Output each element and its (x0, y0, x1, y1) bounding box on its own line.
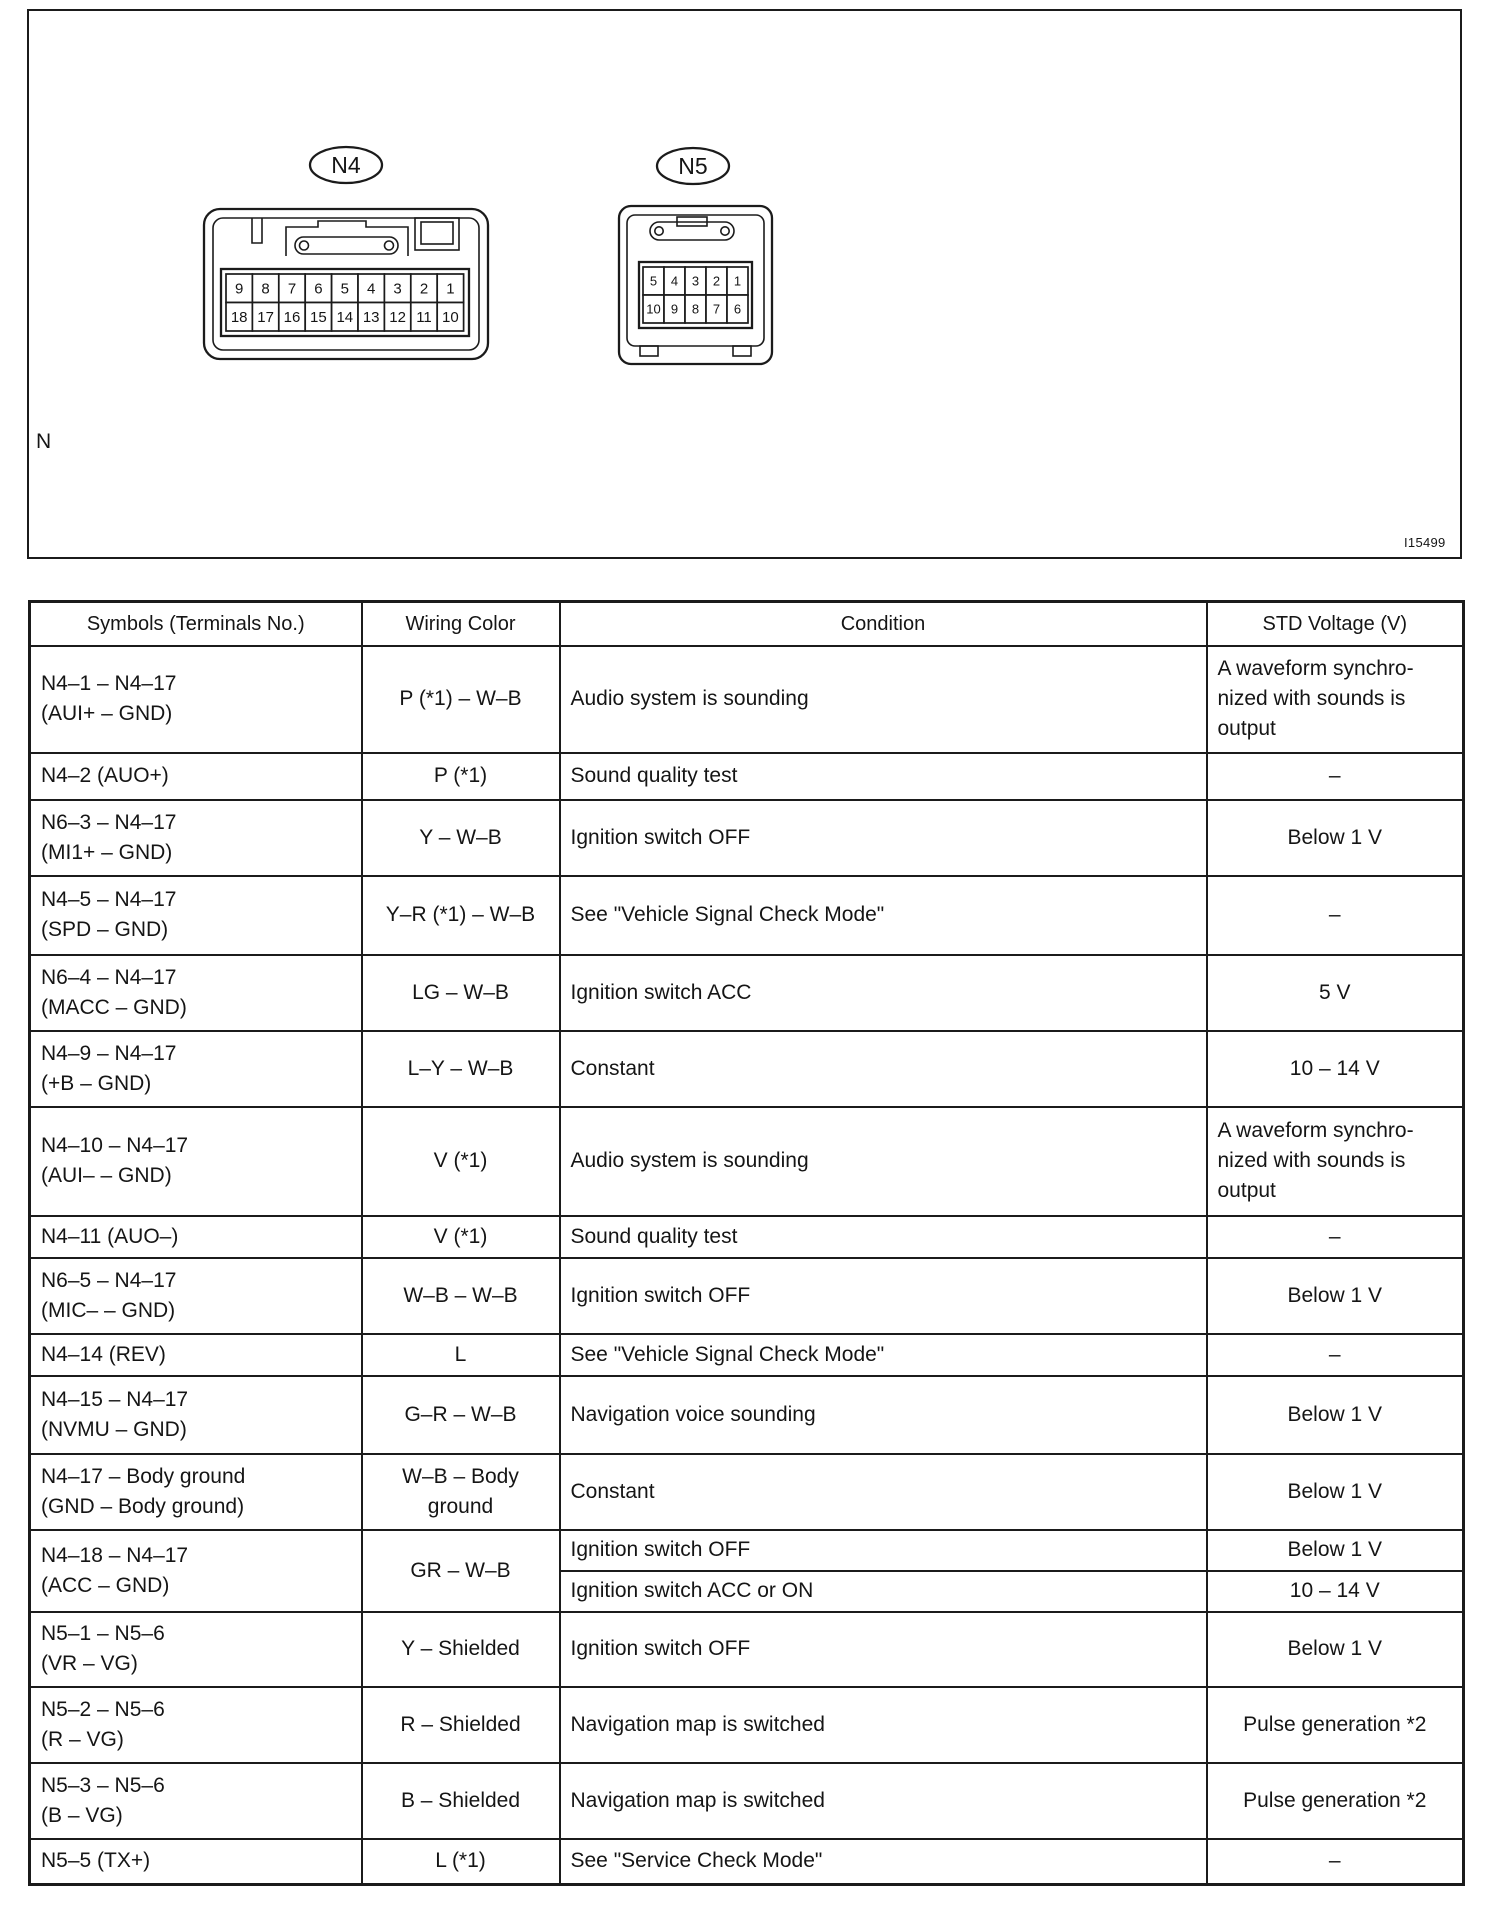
condition-cell: Ignition switch ACC (560, 955, 1207, 1031)
terminal-symbol-cell: N4–18 – N4–17 (ACC – GND) (30, 1530, 362, 1612)
condition-cell: Audio system is sounding (560, 646, 1207, 753)
wiring-color-cell: Y – W–B (362, 800, 560, 876)
table-row (30, 1376, 1464, 1454)
terminal-symbol-cell: N4–11 (AUO–) (30, 1216, 362, 1258)
pin-number: 6 (733, 301, 742, 317)
terminal-symbol-cell: N5–5 (TX+) (30, 1839, 362, 1885)
table-row (30, 1839, 1464, 1885)
terminal-symbol-cell: N5–3 – N5–6 (B – VG) (30, 1763, 362, 1839)
connector-n4-lock-window-inner (421, 222, 453, 244)
pin-number: 11 (416, 309, 432, 327)
terminal-voltage-table (28, 600, 1465, 1886)
connector-diagram (0, 0, 1504, 570)
condition-cell: Navigation voice sounding (560, 1376, 1207, 1454)
connector-n4 (204, 147, 488, 359)
std-voltage-cell: – (1207, 1216, 1464, 1258)
table-row (30, 1031, 1464, 1107)
terminal-symbol-cell: N4–17 – Body ground (GND – Body ground) (30, 1454, 362, 1530)
pin-number: 5 (340, 280, 349, 298)
table-row (30, 1612, 1464, 1687)
pin-number: 7 (287, 280, 297, 298)
connector-n4-slot (252, 218, 262, 243)
terminal-symbol-cell: N5–2 – N5–6 (R – VG) (30, 1687, 362, 1763)
connector-n5 (619, 148, 772, 364)
wiring-color-cell: W–B – Body ground (362, 1454, 560, 1530)
pin-number: 10 (442, 309, 459, 327)
pin-number: 8 (261, 280, 270, 298)
condition-cell: See "Service Check Mode" (560, 1839, 1207, 1885)
std-voltage-cell: Pulse generation *2 (1207, 1763, 1464, 1839)
pin-number: 1 (446, 280, 455, 298)
std-voltage-cell: A waveform synchro- nized with sounds is output (1207, 1107, 1464, 1216)
connector-n5-foot (733, 346, 751, 356)
std-voltage-cell: Below 1 V (1207, 1454, 1464, 1530)
pin-number: 9 (670, 301, 679, 317)
terminal-symbol-cell: N4–5 – N4–17 (SPD – GND) (30, 876, 362, 955)
condition-cell: Constant (560, 1454, 1207, 1530)
connector-n4-latch-hole (385, 241, 394, 250)
pin-number: 6 (314, 280, 323, 298)
wiring-color-cell: L–Y – W–B (362, 1031, 560, 1107)
terminal-symbol-cell: N4–9 – N4–17 (+B – GND) (30, 1031, 362, 1107)
pin-number: 9 (235, 280, 244, 298)
wiring-color-cell: W–B – W–B (362, 1258, 560, 1334)
condition-cell: Constant (560, 1031, 1207, 1107)
terminal-symbol-cell: N6–5 – N4–17 (MIC– – GND) (30, 1258, 362, 1334)
pin-number: 2 (419, 280, 429, 298)
wiring-color-cell: P (*1) (362, 753, 560, 800)
pin-number: 13 (362, 309, 380, 327)
std-voltage-cell: Below 1 V (1207, 1258, 1464, 1334)
std-voltage-cell: Below 1 V (1207, 1530, 1464, 1571)
connector-n4-latch-hole (300, 241, 309, 250)
wiring-color-cell: V (*1) (362, 1216, 560, 1258)
condition-cell: Ignition switch OFF (560, 1258, 1207, 1334)
wiring-color-cell: R – Shielded (362, 1687, 560, 1763)
header-std-voltage: STD Voltage (V) (1207, 602, 1464, 646)
std-voltage-cell: Pulse generation *2 (1207, 1687, 1464, 1763)
connector-n4-latch (295, 237, 398, 254)
table-row (30, 1334, 1464, 1376)
std-voltage-cell: Below 1 V (1207, 800, 1464, 876)
table-row (30, 1454, 1464, 1530)
table-row (30, 1530, 1464, 1571)
table-row (30, 1107, 1464, 1216)
pin-number: 2 (712, 273, 721, 289)
pin-number: 4 (670, 273, 679, 289)
wiring-color-cell: GR – W–B (362, 1530, 560, 1612)
table-row (30, 753, 1464, 800)
condition-cell: Navigation map is switched (560, 1687, 1207, 1763)
condition-cell: Audio system is sounding (560, 1107, 1207, 1216)
pin-number: 15 (310, 309, 327, 327)
table-row (30, 1216, 1464, 1258)
connector-n4-pins (226, 274, 464, 331)
table-row (30, 955, 1464, 1031)
header-symbols: Symbols (Terminals No.) (30, 602, 362, 646)
connector-n4-label: N4 (331, 152, 361, 178)
terminal-symbol-cell: N5–1 – N5–6 (VR – VG) (30, 1612, 362, 1687)
connector-n5-latch-hole (721, 227, 729, 235)
wiring-color-cell: B – Shielded (362, 1763, 560, 1839)
pin-number: 3 (691, 273, 700, 289)
wiring-color-cell: L (362, 1334, 560, 1376)
condition-cell: See "Vehicle Signal Check Mode" (560, 1334, 1207, 1376)
terminal-symbol-cell: N6–3 – N4–17 (MI1+ – GND) (30, 800, 362, 876)
condition-cell: Sound quality test (560, 1216, 1207, 1258)
wiring-color-cell: P (*1) – W–B (362, 646, 560, 753)
std-voltage-cell: Below 1 V (1207, 1612, 1464, 1687)
condition-cell: Navigation map is switched (560, 1763, 1207, 1839)
terminal-symbol-cell: N4–10 – N4–17 (AUI– – GND) (30, 1107, 362, 1216)
wiring-color-cell: Y – Shielded (362, 1612, 560, 1687)
pin-number: 16 (283, 309, 301, 327)
pin-number: 5 (649, 273, 658, 289)
terminal-symbol-cell: N6–4 – N4–17 (MACC – GND) (30, 955, 362, 1031)
pin-number: 4 (367, 280, 376, 298)
pin-number: 7 (712, 301, 721, 317)
std-voltage-cell: 5 V (1207, 955, 1464, 1031)
connector-n5-label: N5 (678, 153, 708, 179)
std-voltage-cell: – (1207, 1334, 1464, 1376)
table-row (30, 800, 1464, 876)
condition-cell: Ignition switch OFF (560, 800, 1207, 876)
figure-id: I15499 (1404, 535, 1446, 550)
std-voltage-cell: – (1207, 1839, 1464, 1885)
terminal-symbol-cell: N4–1 – N4–17 (AUI+ – GND) (30, 646, 362, 753)
wiring-color-cell: Y–R (*1) – W–B (362, 876, 560, 955)
wiring-color-cell: V (*1) (362, 1107, 560, 1216)
connector-n5-foot (640, 346, 658, 356)
std-voltage-cell: Below 1 V (1207, 1376, 1464, 1454)
pin-number: 3 (393, 280, 402, 298)
terminal-symbol-cell: N4–15 – N4–17 (NVMU – GND) (30, 1376, 362, 1454)
header-condition: Condition (560, 602, 1207, 646)
table-header-row (30, 602, 1464, 646)
std-voltage-cell: A waveform synchro- nized with sounds is output (1207, 646, 1464, 753)
condition-cell: Ignition switch OFF (560, 1612, 1207, 1687)
table-row (30, 1763, 1464, 1839)
terminal-symbol-cell: N4–14 (REV) (30, 1334, 362, 1376)
std-voltage-cell: – (1207, 753, 1464, 800)
wiring-color-cell: L (*1) (362, 1839, 560, 1885)
pin-number: 1 (733, 273, 742, 289)
condition-cell: Ignition switch OFF (560, 1530, 1207, 1571)
pin-number: 18 (230, 309, 248, 327)
figure-marker: N (36, 430, 52, 453)
pin-number: 10 (646, 301, 661, 317)
std-voltage-cell: 10 – 14 V (1207, 1571, 1464, 1612)
wiring-color-cell: G–R – W–B (362, 1376, 560, 1454)
pin-number: 14 (336, 309, 354, 327)
std-voltage-cell: – (1207, 876, 1464, 955)
std-voltage-cell: 10 – 14 V (1207, 1031, 1464, 1107)
pin-number: 8 (691, 301, 700, 317)
table-row (30, 876, 1464, 955)
wiring-color-cell: LG – W–B (362, 955, 560, 1031)
header-wiring-color: Wiring Color (362, 602, 560, 646)
table-row (30, 1687, 1464, 1763)
connector-n5-pins (643, 267, 748, 323)
condition-cell: See "Vehicle Signal Check Mode" (560, 876, 1207, 955)
connector-n5-latch-hole (655, 227, 663, 235)
table-row (30, 1258, 1464, 1334)
condition-cell: Ignition switch ACC or ON (560, 1571, 1207, 1612)
terminal-symbol-cell: N4–2 (AUO+) (30, 753, 362, 800)
table-row (30, 646, 1464, 753)
condition-cell: Sound quality test (560, 753, 1207, 800)
pin-number: 17 (257, 309, 274, 327)
table-body (30, 646, 1464, 1885)
pin-number: 12 (389, 309, 406, 327)
